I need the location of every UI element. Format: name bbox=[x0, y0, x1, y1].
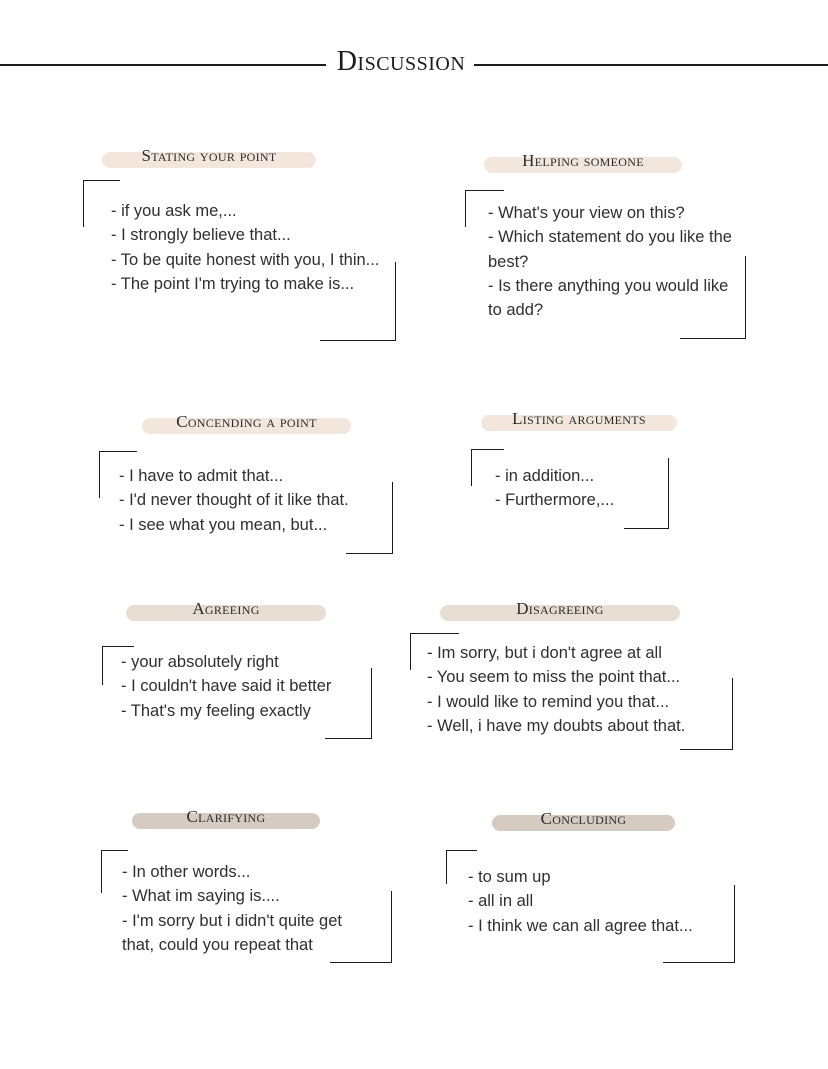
phrase: - I'd never thought of it like that. bbox=[119, 491, 349, 510]
section-heading bbox=[126, 599, 326, 621]
section-heading bbox=[481, 409, 677, 431]
phrase-list bbox=[488, 201, 736, 322]
section-heading bbox=[142, 412, 351, 434]
title-rule-left bbox=[0, 64, 326, 66]
section-heading bbox=[492, 809, 675, 831]
title-rule-right bbox=[474, 64, 828, 66]
phrase: - I have to admit that... bbox=[119, 467, 284, 485]
phrase: - What im saying is.... bbox=[122, 887, 280, 906]
phrase: - To be quite honest with you, I thin... bbox=[111, 250, 380, 269]
phrase: - That's my feeling exactly bbox=[121, 701, 311, 720]
phrase: - to sum up bbox=[468, 868, 551, 886]
phrase: - Furthermore,... bbox=[495, 491, 615, 510]
phrase-list bbox=[111, 199, 381, 296]
phrase: - Im sorry, but i don't agree at all bbox=[427, 644, 662, 662]
section-heading-label: Clarifying bbox=[186, 807, 266, 826]
phrase: - The point I'm trying to make is... bbox=[111, 274, 355, 293]
phrase: - I couldn't have said it better bbox=[121, 677, 332, 696]
section-heading bbox=[484, 151, 682, 173]
phrase: - Is there anything you would like to add? bbox=[488, 276, 729, 320]
section-heading-label: Disagreeing bbox=[516, 599, 604, 618]
phrase: - I strongly believe that... bbox=[111, 226, 291, 245]
phrase: - in addition... bbox=[495, 467, 595, 485]
phrase: - all in all bbox=[468, 892, 534, 911]
section-heading-label: Stating your point bbox=[141, 146, 277, 165]
section-heading-label: Agreeing bbox=[192, 599, 260, 618]
phrase: - In other words... bbox=[122, 863, 251, 881]
phrase-list bbox=[468, 865, 728, 938]
page-title: Discussion bbox=[336, 46, 466, 77]
section-heading-label: Concending a point bbox=[176, 412, 317, 431]
section-heading-label: Helping someone bbox=[522, 151, 644, 170]
section-heading bbox=[440, 599, 680, 621]
phrase-list bbox=[119, 464, 389, 537]
phrase: - I think we can all agree that... bbox=[468, 916, 693, 935]
section-heading bbox=[132, 807, 320, 829]
phrase: - What's your view on this? bbox=[488, 204, 685, 222]
phrase: - I'm sorry but i didn't quite get that, could you repeat that bbox=[122, 911, 342, 954]
phrase: - your absolutely right bbox=[121, 653, 279, 671]
section-heading bbox=[102, 146, 316, 168]
phrase: - I would like to remind you that... bbox=[427, 692, 670, 711]
phrase: - Which statement do you like the best? bbox=[488, 228, 732, 271]
phrase-list bbox=[495, 464, 665, 513]
phrase: - I see what you mean, but... bbox=[119, 515, 328, 534]
section-heading-label: Concluding bbox=[540, 809, 627, 828]
phrase: - You seem to miss the point that... bbox=[427, 668, 681, 687]
phrase-list bbox=[427, 641, 727, 738]
section-heading-label: Listing arguments bbox=[512, 409, 646, 428]
phrase: - Well, i have my doubts about that. bbox=[427, 716, 686, 735]
phrase-list bbox=[121, 650, 381, 723]
phrase: - if you ask me,... bbox=[111, 202, 237, 220]
phrase-list bbox=[122, 860, 378, 957]
